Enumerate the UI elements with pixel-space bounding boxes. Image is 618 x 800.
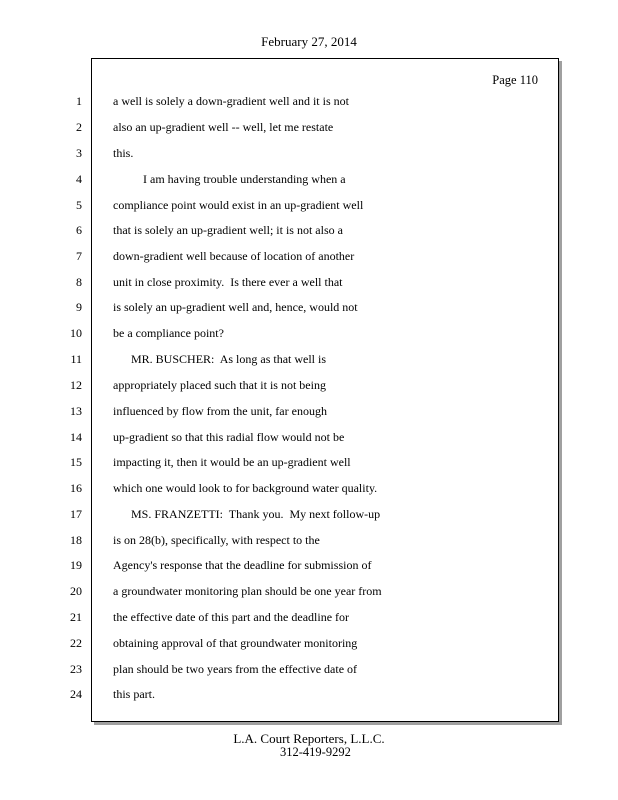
line-number: 6 — [76, 223, 82, 237]
line-text: compliance point would exist in an up-gradient well — [113, 198, 364, 212]
line-text: a well is solely a down-gradient well and it is not — [113, 94, 349, 108]
line-text: plan should be two years from the effective date of — [113, 662, 358, 676]
line-number: 23 — [70, 662, 82, 676]
line-number: 20 — [70, 584, 82, 598]
footer-phone: 312-419-9292 — [280, 745, 351, 759]
line-text: which one would look to for background water quality. — [113, 481, 378, 495]
line-number: 18 — [70, 533, 82, 547]
line-text: influenced by flow from the unit, far enough — [113, 404, 327, 418]
line-number: 19 — [70, 558, 82, 572]
line-number: 9 — [76, 300, 82, 314]
line-text: this. — [113, 146, 134, 160]
line-text: obtaining approval of that groundwater monitoring — [113, 636, 358, 650]
line-number: 8 — [76, 275, 82, 289]
line-number: 10 — [70, 326, 82, 340]
line-number: 2 — [76, 120, 82, 134]
line-text: unit in close proximity. Is there ever a well that — [113, 275, 343, 289]
line-number: 1 — [76, 94, 82, 108]
line-text: impacting it, then it would be an up-gradient well — [113, 455, 351, 469]
line-number: 17 — [70, 507, 82, 521]
line-text: appropriately placed such that it is not being — [113, 378, 326, 392]
line-number: 3 — [76, 146, 82, 160]
line-number: 5 — [76, 198, 82, 212]
line-text: that is solely an up-gradient well; it is not also a — [113, 223, 343, 237]
line-text: MS. FRANZETTI: Thank you. My next follow-up — [113, 507, 381, 521]
footer-company: L.A. Court Reporters, L.L.C. — [233, 731, 385, 746]
line-text: be a compliance point? — [113, 326, 224, 340]
line-text: down-gradient well because of location of another — [113, 249, 355, 263]
line-number: 7 — [76, 249, 82, 263]
line-text: MR. BUSCHER: As long as that well is — [113, 352, 327, 366]
page-number: Page 110 — [492, 73, 538, 87]
line-text: I am having trouble understanding when a — [113, 172, 346, 186]
line-number: 14 — [70, 430, 82, 444]
header-date: February 27, 2014 — [261, 34, 357, 49]
line-number: 24 — [70, 687, 82, 701]
line-number: 4 — [76, 172, 82, 186]
line-number: 13 — [70, 404, 82, 418]
line-number: 21 — [70, 610, 82, 624]
line-text: a groundwater monitoring plan should be one year from — [113, 584, 382, 598]
line-text: this part. — [113, 687, 155, 701]
line-number: 11 — [70, 352, 82, 366]
line-text: the effective date of this part and the deadline for — [113, 610, 350, 624]
line-text: up-gradient so that this radial flow would not be — [113, 430, 345, 444]
line-number: 15 — [70, 455, 82, 469]
line-number: 12 — [70, 378, 82, 392]
line-text: is on 28(b), specifically, with respect to the — [113, 533, 320, 547]
line-number: 16 — [70, 481, 82, 495]
line-text: also an up-gradient well -- well, let me restate — [113, 120, 334, 134]
line-text: is solely an up-gradient well and, hence, would not — [113, 300, 358, 314]
line-number: 22 — [70, 636, 82, 650]
line-text: Agency's response that the deadline for submission of — [113, 558, 372, 572]
